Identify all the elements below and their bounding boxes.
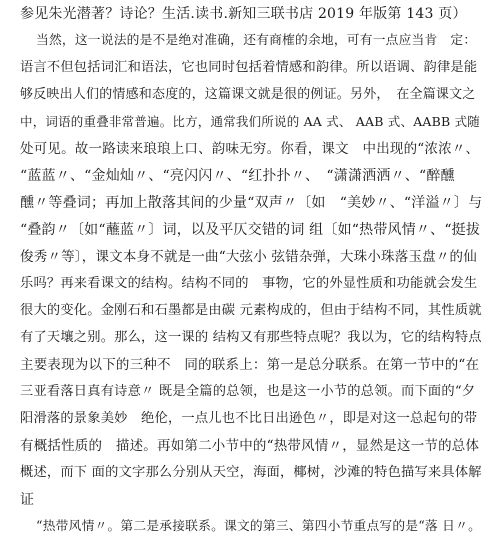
text-line-9: “叠韵〃〔如“蘸蓝〃〕词，以及平仄交错的词 组〔如“热带风情〃、“挺拔 xyxy=(20,222,481,238)
text-line-12: 很大的变化。金刚石和石墨都是由碳 元素构成的，但由于结构不同，其性质就 xyxy=(20,303,482,318)
text-line-19: 证 xyxy=(20,492,35,508)
text-line-10: 俊秀〃等〕，课文本身不就是一曲“大弦小 弦错杂弹，大珠小珠落玉盘〃的仙 xyxy=(20,249,477,265)
text-line-7: “蓝蓝〃、“金灿灿〃、“亮闪闪〃、“红扑扑〃、 “潇潇洒洒〃、“醉醺 xyxy=(20,168,455,184)
text-line-11: 乐吗？再来看课文的结构。结构不同的 事物，它的外显性质和功能就会发生 xyxy=(20,276,478,291)
text-line-2: 当然，这一说法的是不是绝对准确，还有商榷的余地，可有一点应当肯 定： xyxy=(36,33,477,48)
text-line-13: 有了天壤之别。那么，这一课的 结构又有那些特点呢？我以为，它的结构特点 xyxy=(20,330,482,345)
text-line-6: 处可见。故一路读来琅琅上口、韵味无穷。你看，课文 中出现的“浓浓〃、 xyxy=(20,141,480,157)
text-line-18: 概述，而下 面的文字那么分别从天空，海面，椰树，沙滩的特色描写来具体解 xyxy=(20,465,482,480)
text-line-15: 三亚看落日真有诗意〃 既是全篇的总领，也是这一小节的总领。而下面的“夕 xyxy=(20,384,476,399)
text-line-3: 语言不但包括词汇和语法，它也同时包括着情感和韵律。所以语调、韵律是能 xyxy=(20,60,478,75)
text-line-20: “热带风情〃。第二是承接联系。课文的第三、第四小节重点写的是“落 日〃。 xyxy=(36,519,482,534)
text-line-5: 中，词语的重叠非常普遍。比方，通常我们所说的 AA 式、 AAB 式、AABB 式随 xyxy=(20,114,480,129)
text-line-1: 参见朱光潜著？诗论？生活.读书.新知三联书店 2019 年版第 143 页） xyxy=(20,6,467,22)
text-line-16: 阳滑落的景象美妙 绝伦，一点儿也不比日出逊色〃，即是对这一总起句的带 xyxy=(20,411,478,426)
text-line-4: 够反映出人们的情感和态度的，这篇课文就是很的例证。另外， 在全篇课文之 xyxy=(20,87,476,102)
text-line-8: 醺〃等叠词；再加上散落其间的少量“双声〃〔如 “美妙〃、“洋溢〃〕与 xyxy=(20,195,483,211)
text-line-14: 主要表现为以下的三种不 同的联系上：第一是总分联系。在第一节中的“在 xyxy=(20,357,480,373)
text-line-17: 有概括性质的 描述。再如第二小节中的“热带风情〃，显然是这一节的总体 xyxy=(20,438,480,454)
